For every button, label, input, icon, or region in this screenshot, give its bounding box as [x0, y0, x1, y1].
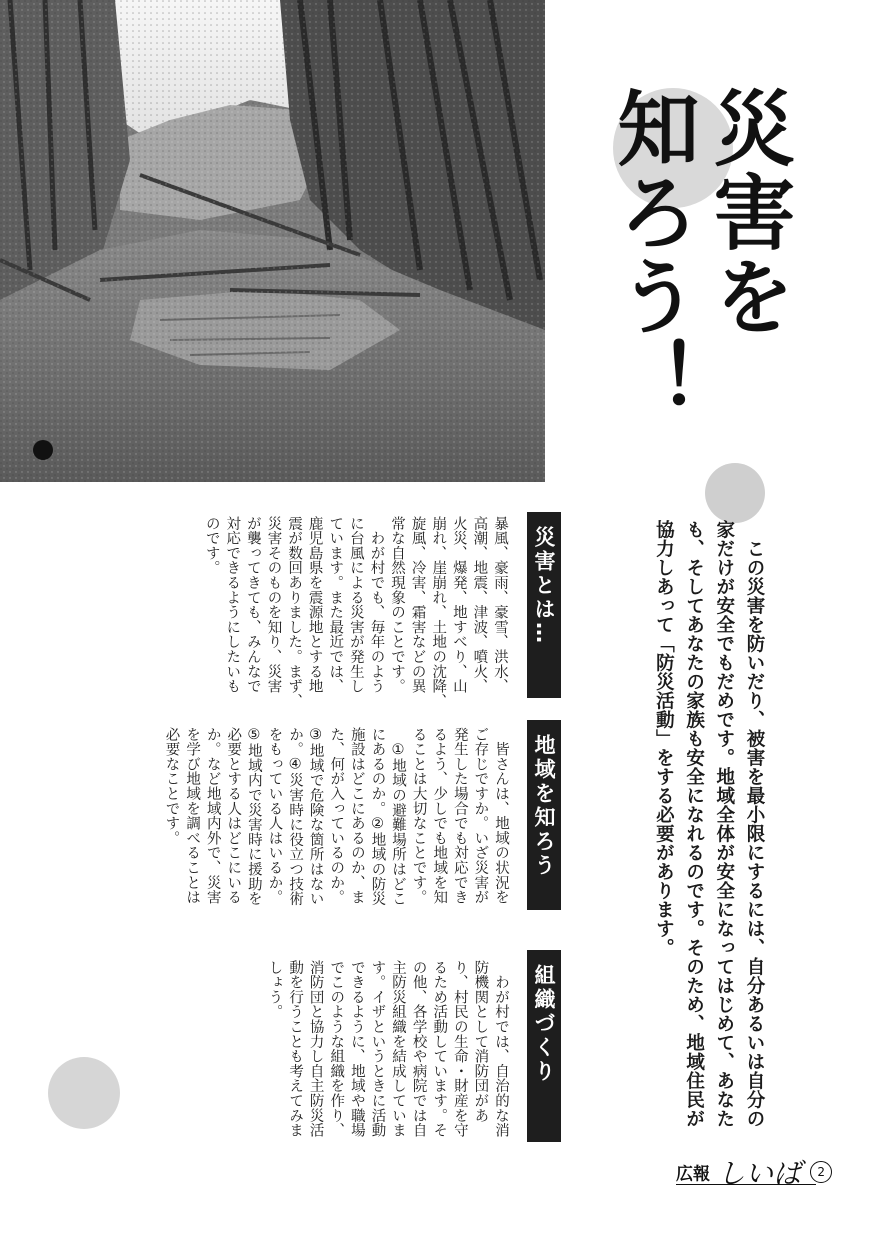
section-heading-disaster: 災害とは… [527, 512, 561, 698]
page-title: 災害を 知ろう！ [604, 86, 796, 422]
landslide-photo [0, 0, 545, 482]
footer [676, 1152, 832, 1192]
footer-rule [676, 1184, 816, 1185]
publication-name: しいば [717, 1157, 802, 1190]
decorative-circle-medium [705, 463, 765, 523]
section-heading-organization: 組織づくり [527, 950, 561, 1142]
section-body-know-area: 皆さんは、地域の状況を ご存じですか。いざ災害が 発生した場合でも対応でき るよう、少しでも地域を知 ることは大切なことです。 ①地域の避難場所はどこ にあるのか。②地域の防災 施設はどこにあるのか、ま た、何が入っているのか。 ③地域で危険な箇所はない か。④災害時に役立つ技術 をもっている人はいるか。 ⑤地域内で災害時に援助を 必要とする人はどこにいる か。など地域内外で、災害 を学び地域を調べることは 必要なことです。 [163, 727, 509, 907]
footer-label: 広報 [676, 1164, 710, 1185]
section-body-disaster: 暴風、豪雨、豪雪、洪水、 高潮、地震、津波、噴火、 火災、爆発、地すべり、山 崩れ、崖崩れ、土地の沈降、 旋風、冷害、霜害などの異 常な自然現象のことです。 わが村でも、毎年のよう に台風による災害が発生し ています。また最近では、 鹿児島県を震源地とする地 震が数回ありました。まず、 災害そのものを知り、災害 が襲ってきても、みんなで 対応できるようにしたいも のです。 [203, 516, 508, 709]
decorative-dot [33, 440, 53, 460]
decorative-circle-bottom [48, 1057, 120, 1129]
section-body-organization: わが村では、自治的な消 防機関として消防団があ り、村民の生命・財産を守 るため活動しています。そ の他、各学校や病院では自 主防災組織を結成していま す。イザというときに活動 できるように、地域や職場 でこのような組織を作り、 消防団と協力し自主防災活 動を行うことも考えてみま しょう。 [266, 960, 509, 1138]
page-number: 2 [810, 1161, 832, 1183]
section-heading-know-area: 地域を知ろう [527, 720, 561, 910]
intro-text: この災害を防いだり、被害を最小限にするには、自分あるいは自分の 家だけが安全でもだめです。地域全体が安全になってはじめて、あなた も、そしてあなたの家族も安全になれるのです。そのため、地域住民が 協力しあって「防災活動」をする必要があります。 [653, 520, 765, 1128]
